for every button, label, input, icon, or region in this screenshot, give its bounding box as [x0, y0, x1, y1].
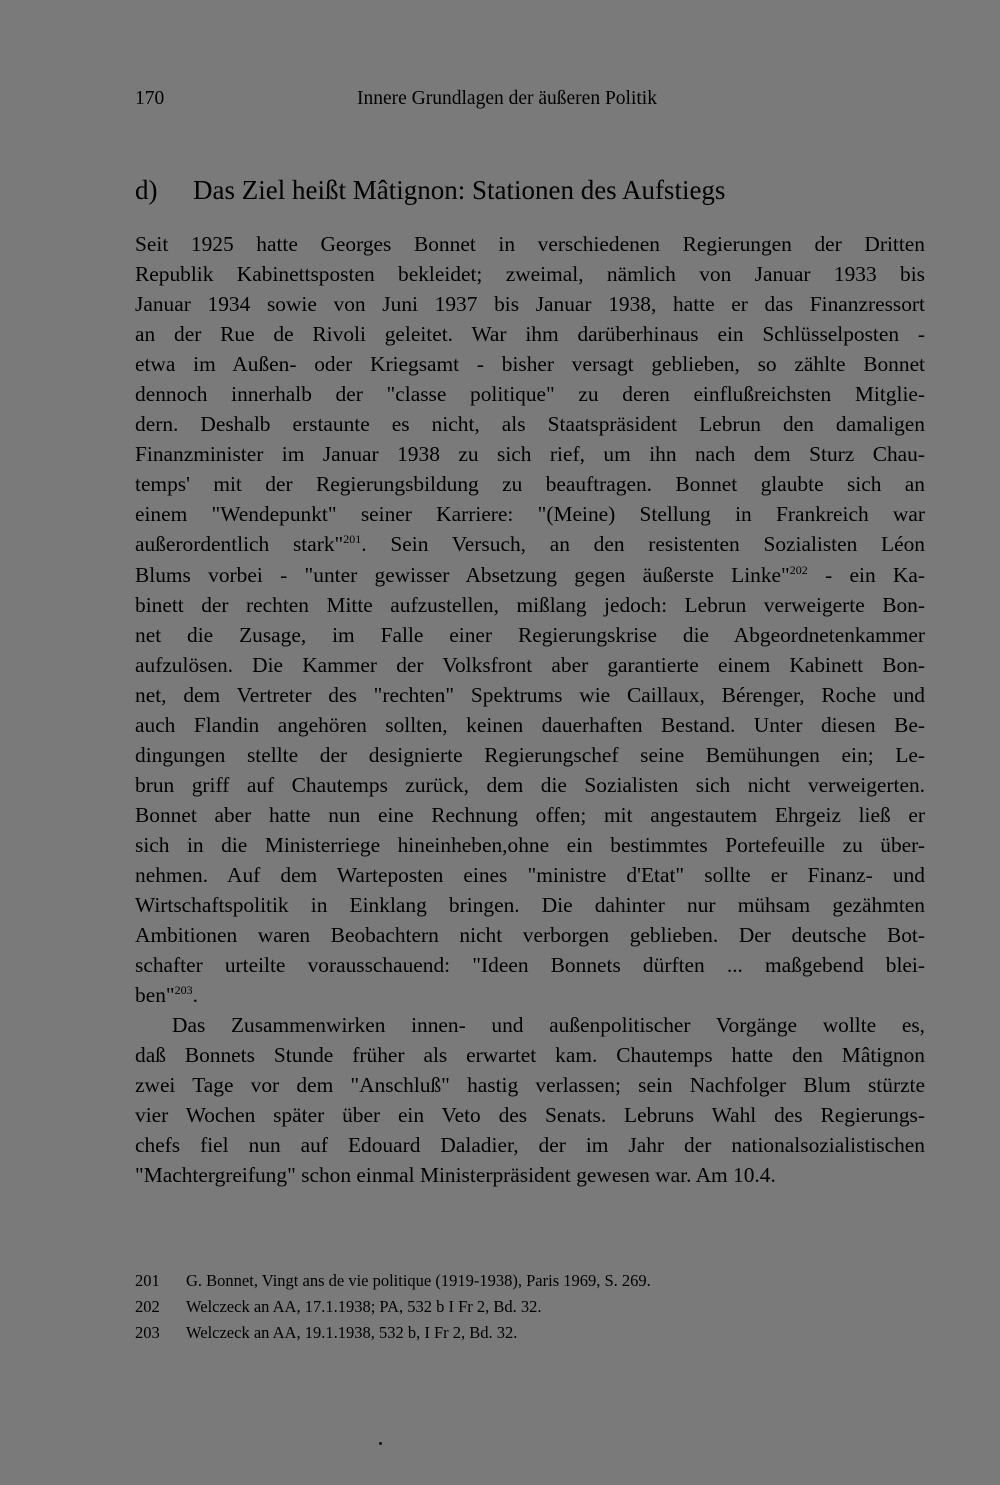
section-heading — [135, 172, 925, 208]
line-text-after-ref: - ein Ka- — [807, 562, 925, 587]
section-label: d) — [135, 175, 158, 205]
text-line — [135, 920, 925, 950]
line-text: sich in die Ministerriege hineinheben,ohne ein bestimmtes Portefeuille zu über- — [135, 832, 925, 857]
text-line — [135, 710, 925, 740]
text-line — [135, 890, 925, 920]
line-text: ben" — [135, 983, 175, 1008]
text-line — [135, 529, 925, 559]
footnote — [135, 1320, 925, 1346]
text-line — [135, 590, 925, 620]
line-text: brun griff auf Chautemps zurück, dem die Sozialisten sich nicht verweigerten. — [135, 772, 925, 797]
line-text: auch Flandin angehören sollten, keinen dauerhaften Bestand. Unter diesen Be- — [135, 712, 925, 737]
footnote-number: 202 — [135, 1297, 160, 1316]
text-line — [135, 800, 925, 830]
line-text: "Machtergreifung" schon einmal Ministerpräsident gewesen war. Am 10.4. — [135, 1163, 776, 1188]
text-line — [135, 560, 925, 590]
line-text-after-ref: . — [192, 983, 198, 1008]
text-line — [135, 950, 925, 980]
line-text: dern. Deshalb erstaunte es nicht, als Staatspräsident Lebrun den damaligen — [135, 412, 925, 437]
text-line — [135, 349, 925, 379]
text-line — [135, 289, 925, 319]
line-text: schafter urteilte vorausschauend: "Ideen Bonnets dürften ... maßgebend blei- — [135, 953, 925, 978]
line-text: Bonnet aber hatte nun eine Rechnung offen; mit angestautem Ehrgeiz ließ er — [135, 802, 925, 827]
line-text: zwei Tage vor dem "Anschluß" hastig verlassen; sein Nachfolger Blum stürzte — [135, 1073, 925, 1098]
footnote-text: Welczeck an AA, 17.1.1938; PA, 532 b I Fr 2, Bd. 32. — [186, 1297, 542, 1316]
footnote — [135, 1268, 925, 1294]
line-text: Seit 1925 hatte Georges Bonnet in verschiedenen Regierungen der Dritten — [135, 232, 925, 256]
text-line — [135, 860, 925, 890]
footnote-ref: 201 — [343, 532, 362, 547]
footnote-ref: 203 — [174, 983, 193, 998]
line-text: einem "Wendepunkt" seiner Karriere: "(Meine) Stellung in Frankreich war — [135, 502, 925, 527]
text-line — [135, 650, 925, 680]
line-text: dingungen stellte der designierte Regierungschef seine Bemühungen ein; Le- — [135, 742, 925, 767]
text-line — [135, 319, 925, 349]
scan-speck — [379, 1442, 382, 1445]
footnote-text: G. Bonnet, Vingt ans de vie politique (1919-1938), Paris 1969, S. 269. — [186, 1271, 651, 1290]
text-line — [135, 620, 925, 650]
line-text: außerordentlich stark" — [135, 532, 344, 557]
line-text: Republik Kabinettsposten bekleidet; zweimal, nämlich von Januar 1933 bis — [135, 262, 925, 287]
line-text: aufzulösen. Die Kammer der Volksfront aber garantierte einem Kabinett Bon- — [135, 652, 925, 677]
line-text: Blums vorbei - "unter gewisser Absetzung gegen äußerste Linke" — [135, 562, 790, 587]
text-line — [135, 469, 925, 499]
text-line — [135, 680, 925, 710]
text-line — [135, 259, 925, 289]
line-text: an der Rue de Rivoli geleitet. War ihm darüberhinaus ein Schlüsselposten - — [135, 322, 925, 347]
line-text: vier Wochen später über ein Veto des Senats. Lebruns Wahl des Regierungs- — [135, 1103, 925, 1128]
text-line — [135, 1040, 925, 1070]
line-text: nehmen. Auf dem Warteposten eines "ministre d'Etat" sollte er Finanz- und — [135, 862, 925, 887]
text-line — [135, 409, 925, 439]
section-title: Das Ziel heißt Mâtignon: Stationen des Aufstiegs — [193, 175, 726, 205]
text-line — [135, 1160, 925, 1190]
line-text: Wirtschaftspolitik in Einklang bringen. Die dahinter nur mühsam gezähmten — [135, 893, 925, 918]
text-line — [135, 439, 925, 469]
line-text: chefs fiel nun auf Edouard Daladier, der im Jahr der nationalsozialistischen — [135, 1133, 925, 1158]
text-line — [135, 1100, 925, 1130]
text-line — [135, 1010, 925, 1040]
footnote-number: 201 — [135, 1271, 160, 1290]
line-text: daß Bonnets Stunde früher als erwartet kam. Chautemps hatte den Mâtignon — [135, 1043, 925, 1068]
line-text: Januar 1934 sowie von Juni 1937 bis Januar 1938, hatte er das Finanzressort — [135, 292, 925, 317]
text-line — [135, 379, 925, 409]
line-text: Das Zusammenwirken innen- und außenpolitischer Vorgänge wollte es, — [172, 1013, 925, 1038]
running-head — [135, 88, 925, 118]
line-text: net, dem Vertreter des "rechten" Spektrums wie Caillaux, Bérenger, Roche und — [135, 682, 925, 707]
line-text: Ambitionen waren Beobachtern nicht verborgen geblieben. Der deutsche Bot- — [135, 923, 925, 948]
text-line — [135, 830, 925, 860]
text-line — [135, 740, 925, 770]
text-line — [135, 1130, 925, 1160]
line-text: temps' mit der Regierungsbildung zu beauftragen. Bonnet glaubte sich an — [135, 472, 925, 497]
body-text — [135, 229, 925, 1191]
footnotes — [135, 1268, 925, 1346]
text-line — [135, 229, 925, 259]
text-line — [135, 1070, 925, 1100]
page-number: 170 — [135, 88, 165, 109]
running-title: Innere Grundlagen der äußeren Politik — [357, 88, 657, 109]
footnote — [135, 1294, 925, 1320]
line-text: binett der rechten Mitte aufzustellen, mißlang jedoch: Lebrun verweigerte Bon- — [135, 592, 925, 617]
footnote-text: Welczeck an AA, 19.1.1938, 532 b, I Fr 2, Bd. 32. — [186, 1323, 518, 1342]
line-text-after-ref: . Sein Versuch, an den resistenten Sozialisten Léon — [361, 532, 926, 557]
text-line — [135, 770, 925, 800]
footnote-number: 203 — [135, 1323, 160, 1342]
line-text: net die Zusage, im Falle einer Regierungskrise die Abgeordnetenkammer — [135, 622, 925, 647]
text-line — [135, 499, 925, 529]
footnote-ref: 202 — [789, 562, 808, 577]
line-text: dennoch innerhalb der "classe politique" zu deren einflußreichsten Mitglie- — [135, 382, 925, 407]
line-text: etwa im Außen- oder Kriegsamt - bisher versagt geblieben, so zählte Bonnet — [135, 352, 925, 377]
text-line — [135, 980, 925, 1010]
line-text: Finanzminister im Januar 1938 zu sich rief, um ihn nach dem Sturz Chau- — [135, 442, 925, 467]
